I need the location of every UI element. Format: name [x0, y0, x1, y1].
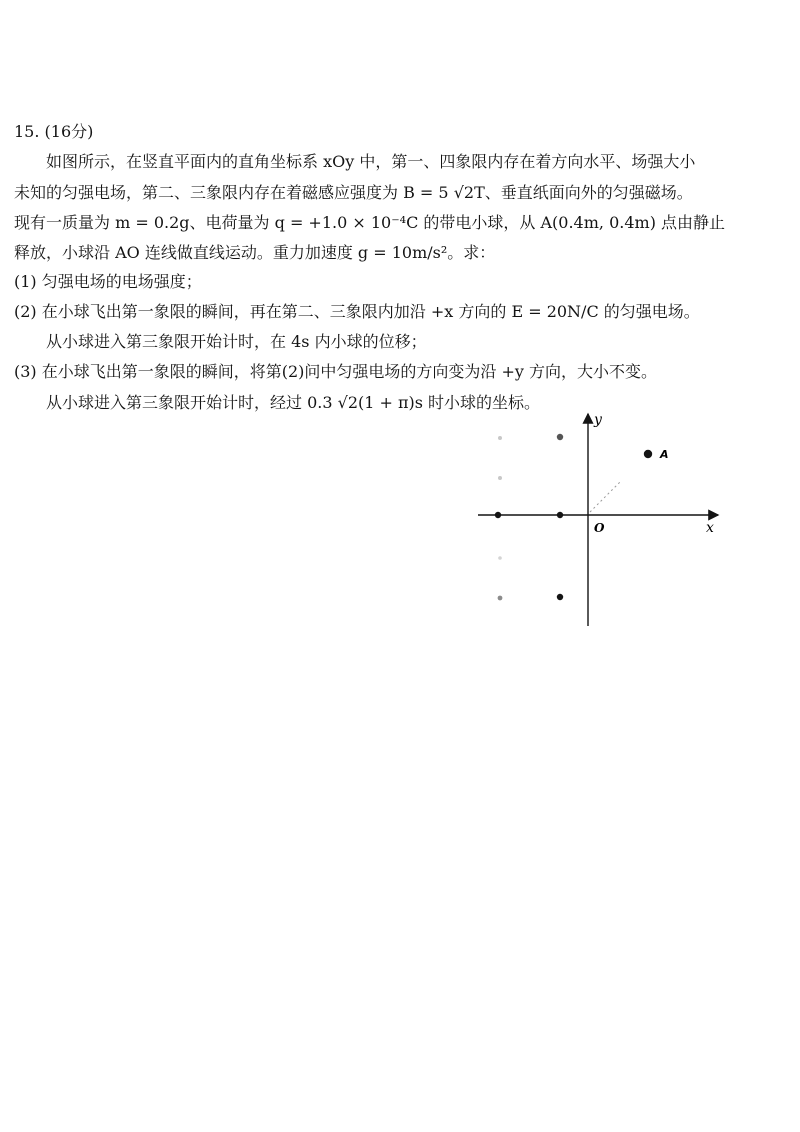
question-header: 15. (16分): [14, 122, 94, 141]
field-dot: [557, 512, 563, 518]
question-line-2: 未知的匀强电场，第二、三象限内存在着磁感应强度为 B = 5 √2T、垂直纸面向外的匀强磁场。: [14, 183, 693, 202]
point-a: [644, 450, 652, 458]
subquestion-2: (2) 在小球飞出第一象限的瞬间，再在第二、三象限内加沿 +x 方向的 E = 20N/C 的匀强电场。: [14, 302, 700, 321]
field-dot: [557, 434, 563, 440]
subquestion-1: (1) 匀强电场的电场强度；: [14, 272, 202, 291]
subquestion-3-continued: 从小球进入第三象限开始计时，经过 0.3 √2(1 + π)s 时小球的坐标。: [46, 393, 541, 412]
point-a-label: A: [660, 448, 669, 461]
subquestion-2-continued: 从小球进入第三象限开始计时，在 4s 内小球的位移；: [46, 332, 427, 351]
field-dot: [557, 594, 563, 600]
question-line-1: 如图所示，在竖直平面内的直角坐标系 xOy 中，第一、四象限内存在着方向水平、场强大小: [46, 152, 696, 171]
question-line-3: 现有一质量为 m = 0.2g、电荷量为 q = +1.0 × 10⁻⁴C 的带电小球，从 A(0.4m, 0.4m) 点由静止: [14, 213, 726, 232]
field-dot: [498, 476, 502, 480]
field-dot: [498, 556, 502, 560]
field-dot: [498, 436, 502, 440]
field-dot: [495, 512, 501, 518]
coordinate-diagram-svg: [470, 408, 730, 638]
question-line-4: 释放，小球沿 AO 连线做直线运动。重力加速度 g = 10m/s²。求：: [14, 243, 496, 262]
origin-label: O: [594, 521, 605, 535]
coordinate-diagram: [470, 408, 730, 638]
ao-dotted-line: [590, 482, 620, 512]
x-axis-label: x: [706, 520, 714, 536]
field-dot: [498, 596, 503, 601]
y-axis-label: y: [594, 412, 602, 428]
subquestion-3: (3) 在小球飞出第一象限的瞬间，将第(2)问中匀强电场的方向变为沿 +y 方向，大小不变。: [14, 362, 658, 381]
